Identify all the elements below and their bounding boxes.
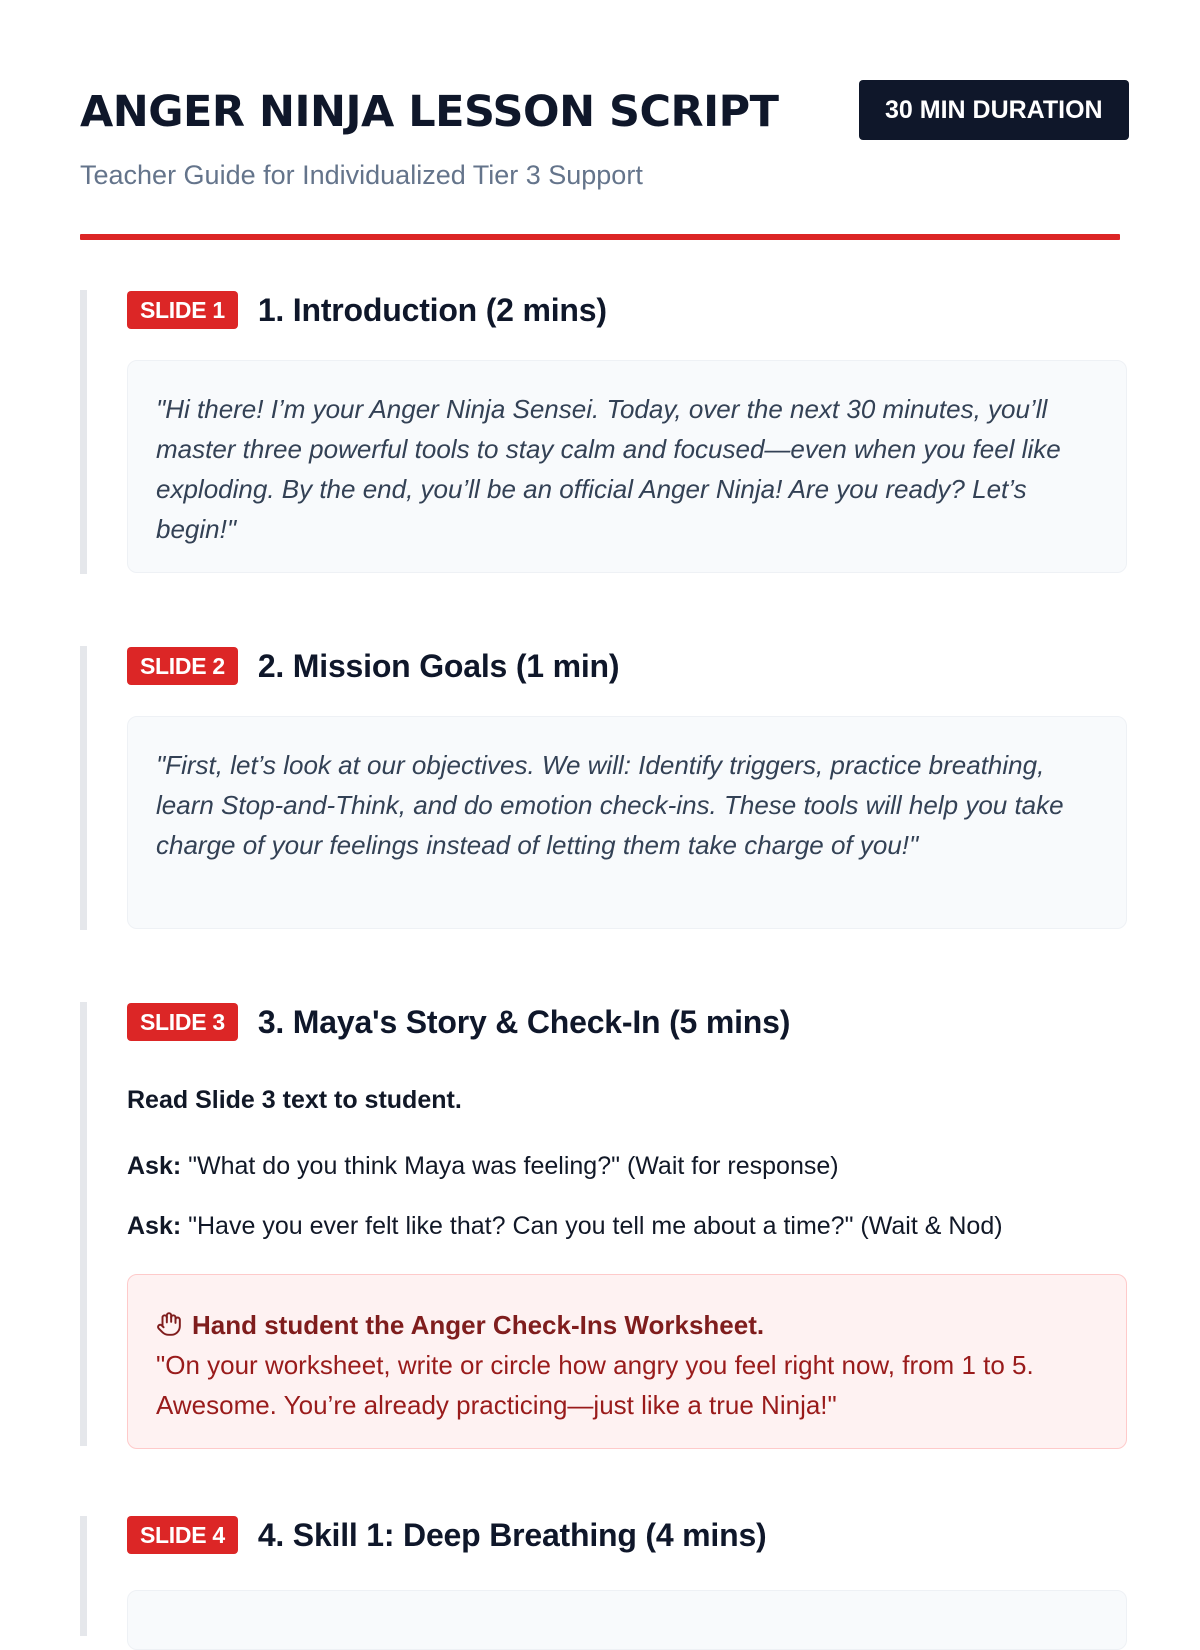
slide-title: 1. Introduction (2 mins) bbox=[257, 291, 607, 328]
slide-section-3 bbox=[80, 1002, 1120, 1446]
slide-tag: SLIDE 3 bbox=[127, 1003, 238, 1041]
slide-tag: SLIDE 1 bbox=[127, 291, 238, 329]
slide-header bbox=[127, 1516, 767, 1556]
teacher-instruction: Read Slide 3 text to student. bbox=[127, 1086, 462, 1114]
script-quote: "Hi there! I’m your Anger Ninja Sensei. Today, over the next 30 minutes, you’ll master three powerful tools to stay calm and focused—even when you feel like exploding. By the end, you’ll be an official Anger Ninja! Are you ready? Let’s begin!" bbox=[127, 360, 1127, 573]
script-quote: "First, let’s look at our objectives. We will: Identify triggers, practice breathing, learn Stop-and-Think, and do emotion check-ins. These tools will help you take charge of your feelings instead of letting them take charge of you!" bbox=[127, 716, 1127, 929]
ask-label: Ask: bbox=[127, 1152, 182, 1180]
page-subtitle: Teacher Guide for Individualized Tier 3 Support bbox=[80, 160, 643, 190]
ask-text: "Have you ever felt like that? Can you tell me about a time?" (Wait & Nod) bbox=[181, 1212, 1003, 1240]
ask-prompt bbox=[127, 1212, 1003, 1241]
callout-heading: Hand student the Anger Check-Ins Worksheet. bbox=[192, 1310, 765, 1340]
slide-section-4 bbox=[80, 1516, 1120, 1636]
slide-title: 2. Mission Goals (1 min) bbox=[257, 647, 620, 684]
slide-tag: SLIDE 4 bbox=[127, 1516, 238, 1554]
ask-text: "What do you think Maya was feeling?" (Wait for response) bbox=[181, 1152, 839, 1180]
ask-prompt bbox=[127, 1152, 839, 1181]
script-quote bbox=[127, 1590, 1127, 1650]
duration-badge: 30 MIN DURATION bbox=[859, 80, 1129, 140]
slide-header bbox=[127, 291, 607, 331]
slide-section-2 bbox=[80, 646, 1120, 930]
slide-title: 3. Maya's Story & Check-In (5 mins) bbox=[257, 1003, 791, 1040]
slide-tag: SLIDE 2 bbox=[127, 647, 238, 685]
page-title: ANGER NINJA LESSON SCRIPT bbox=[80, 87, 779, 137]
hand-icon bbox=[156, 1311, 182, 1337]
slide-section-1 bbox=[80, 290, 1120, 574]
callout-heading-row bbox=[156, 1305, 1098, 1345]
slide-title: 4. Skill 1: Deep Breathing (4 mins) bbox=[257, 1516, 767, 1553]
lesson-script-page bbox=[80, 0, 1120, 1553]
header-divider bbox=[80, 234, 1120, 240]
slide-header bbox=[127, 1003, 790, 1043]
page-header bbox=[80, 0, 1120, 242]
ask-label: Ask: bbox=[127, 1212, 182, 1240]
worksheet-callout bbox=[127, 1274, 1127, 1449]
callout-text: "On your worksheet, write or circle how angry you feel right now, from 1 to 5. Awesome. You’re already practicing—just like a true Ninja!" bbox=[156, 1350, 1034, 1420]
slide-header bbox=[127, 647, 619, 687]
